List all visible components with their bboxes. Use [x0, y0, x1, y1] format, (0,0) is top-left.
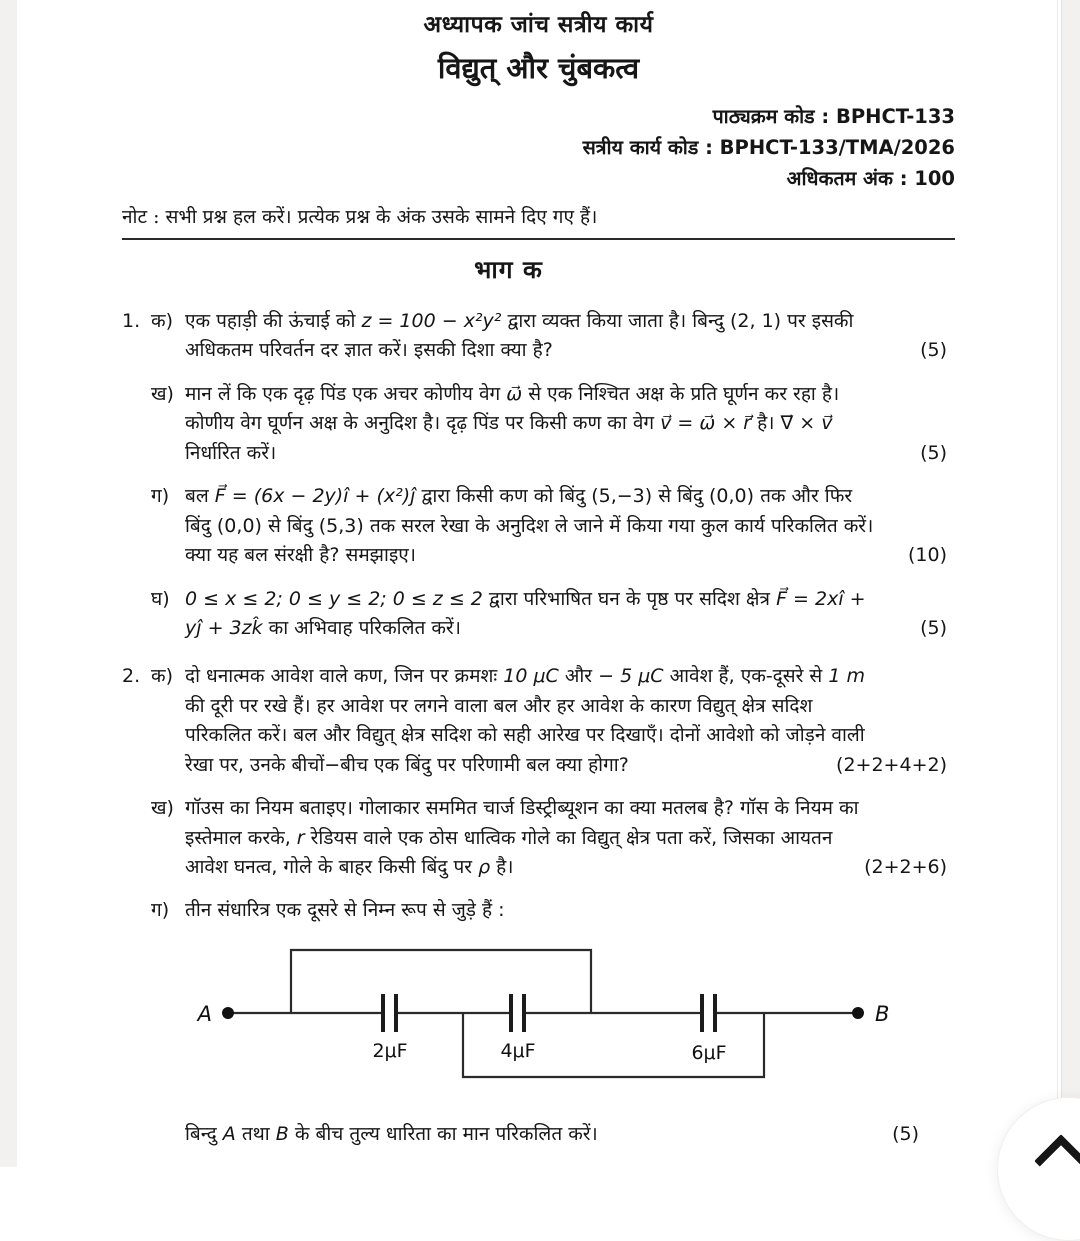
part-a-heading: भाग क	[474, 255, 543, 284]
top-branch-wire	[291, 950, 591, 1012]
question-2c	[122, 896, 955, 925]
question-number: 1.	[122, 310, 141, 332]
question-part-letter: क)	[151, 665, 174, 688]
question-1c	[122, 482, 955, 570]
question-marks: (5)	[920, 339, 947, 362]
question-marks: (2+2+6)	[864, 856, 947, 878]
question-2a	[122, 662, 955, 780]
scroll-to-top-button[interactable]	[997, 1097, 1080, 1241]
capacitor2-value-label: 4μF	[500, 1039, 536, 1062]
question-marks: (2+2+4+2)	[836, 753, 947, 776]
question-text: बल F⃗ = (6x − 2y)î + (x²)ĵ द्वारा किसी कण को बिंदु (5,−3) से बिंदु (0,0) तक और फिर बिंदु (0,0) से बिंदु (5,3) तक सरल रेखा के अनुदिश ले जाने में किया गया कुल कार्य परिकलित करें। क्या यह बल संरक्षी है? समझाइए।	[185, 485, 874, 567]
assignment-code-line: सत्रीय कार्य कोड : BPHCT-133/TMA/2026	[582, 136, 955, 159]
question-marks: (5)	[920, 441, 947, 464]
question-marks: (10)	[907, 544, 947, 567]
questions-area	[122, 307, 955, 1149]
page-edge-divider	[1057, 0, 1058, 1167]
max-marks-line: अधिकतम अंक : 100	[786, 167, 955, 190]
instructions-note: नोट : सभी प्रश्न हल करें। प्रत्येक प्रश्न के अंक उसके सामने दिए गए हैं।	[122, 203, 955, 240]
assignment-codes-block	[122, 101, 955, 194]
question-text: एक पहाड़ी की ऊंचाई को z = 100 − x²y² द्वारा व्यक्त किया जाता है। बिन्दु (2, 1) पर इसकी अधिकतम परिवर्तन दर ज्ञात करें। इसकी दिशा क्या है?	[185, 310, 854, 362]
question-part-letter: क)	[151, 310, 174, 332]
question-part-letter: घ)	[151, 587, 170, 610]
question-text: मान लें कि एक दृढ़ पिंड एक अचर कोणीय वेग ω⃗ से एक निश्चित अक्ष के प्रति घूर्णन कर रहा है। कोणीय वेग घूर्णन अक्ष के अनुदिश है। दृढ़ पिंड पर किसी कण का वेग v⃗ = ω⃗ × r⃗ है। ∇⃗ × v⃗ निर्धारित करें।	[185, 382, 840, 464]
terminal-a-dot	[222, 1007, 234, 1019]
terminal-b-label: B	[875, 1001, 890, 1026]
question-2b	[122, 794, 955, 882]
question-marks: (5)	[920, 616, 947, 639]
terminal-a-label: A	[197, 1001, 212, 1026]
document-page	[122, 0, 955, 1149]
question-text: बिन्दु A तथा B के बीच तुल्य धारिता का मान परिकलित करें।	[185, 1122, 598, 1145]
question-text: दो धनात्मक आवेश वाले कण, जिन पर क्रमशः 10 μC और − 5 μC आवेश हैं, एक-दूसरे से 1 m की दूरी पर रखे हैं। हर आवेश पर लगने वाला बल और हर आवेश के कारण विद्युत् क्षेत्र सदिश परिकलित करें। बल और विद्युत् क्षेत्र सदिश को सही आरेख पर दिखाएँ। दोनों आवेशो को जोड़ने वाली रेखा पर, उनके बीचों−बीच एक बिंदु पर परिणामी बल क्या होगा?	[185, 665, 865, 776]
question-part-letter: ग)	[151, 485, 170, 508]
course-title: विद्युत् और चुंबकत्व	[437, 51, 640, 85]
question-text: गॉउस का नियम बताइए। गोलाकार सममित चार्ज डिस्ट्रीब्यूशन का क्या मतलब है? गॉस के नियम का इस्तेमाल करके, r रेडियस वाले एक ठोस धात्विक गोले का विद्युत् क्षेत्र पता करें, जिसका आयतन आवेश घनत्व, गोले के बाहर किसी बिंदु पर ρ है।	[185, 797, 859, 878]
question-text: 0 ≤ x ≤ 2; 0 ≤ y ≤ 2; 0 ≤ z ≤ 2 द्वारा परिभाषित घन के पृष्ठ पर सदिश क्षेत्र F⃗ = 2xî + yĵ + 3zk̂ का अभिवाह परिकलित करें।	[185, 587, 866, 639]
question-number: 2.	[122, 665, 141, 688]
question-part-letter: ख)	[151, 797, 174, 820]
question-text: तीन संधारित्र एक दूसरे से निम्न रूप से जुड़े हैं :	[185, 899, 505, 922]
question-2c-conclusion	[122, 1120, 955, 1149]
page-left-gutter	[0, 0, 17, 1167]
question-1a	[122, 307, 955, 366]
capacitor-circuit-diagram	[186, 940, 955, 1090]
terminal-b-dot	[852, 1007, 864, 1019]
question-1b	[122, 380, 955, 468]
capacitor3-value-label: 6μF	[691, 1041, 727, 1064]
scrollbar-track[interactable]	[1061, 0, 1080, 1167]
capacitor1-value-label: 2μF	[372, 1039, 408, 1062]
question-part-letter: ग)	[151, 899, 170, 922]
question-marks: (5)	[892, 1122, 919, 1145]
assignment-type-title: अध्यापक जांच सत्रीय कार्य	[423, 12, 654, 38]
question-1d	[122, 585, 955, 644]
chevron-up-icon	[1034, 1134, 1080, 1188]
question-part-letter: ख)	[151, 382, 174, 405]
course-code-line: पाठ्यक्रम कोड : BPHCT-133	[712, 105, 955, 128]
